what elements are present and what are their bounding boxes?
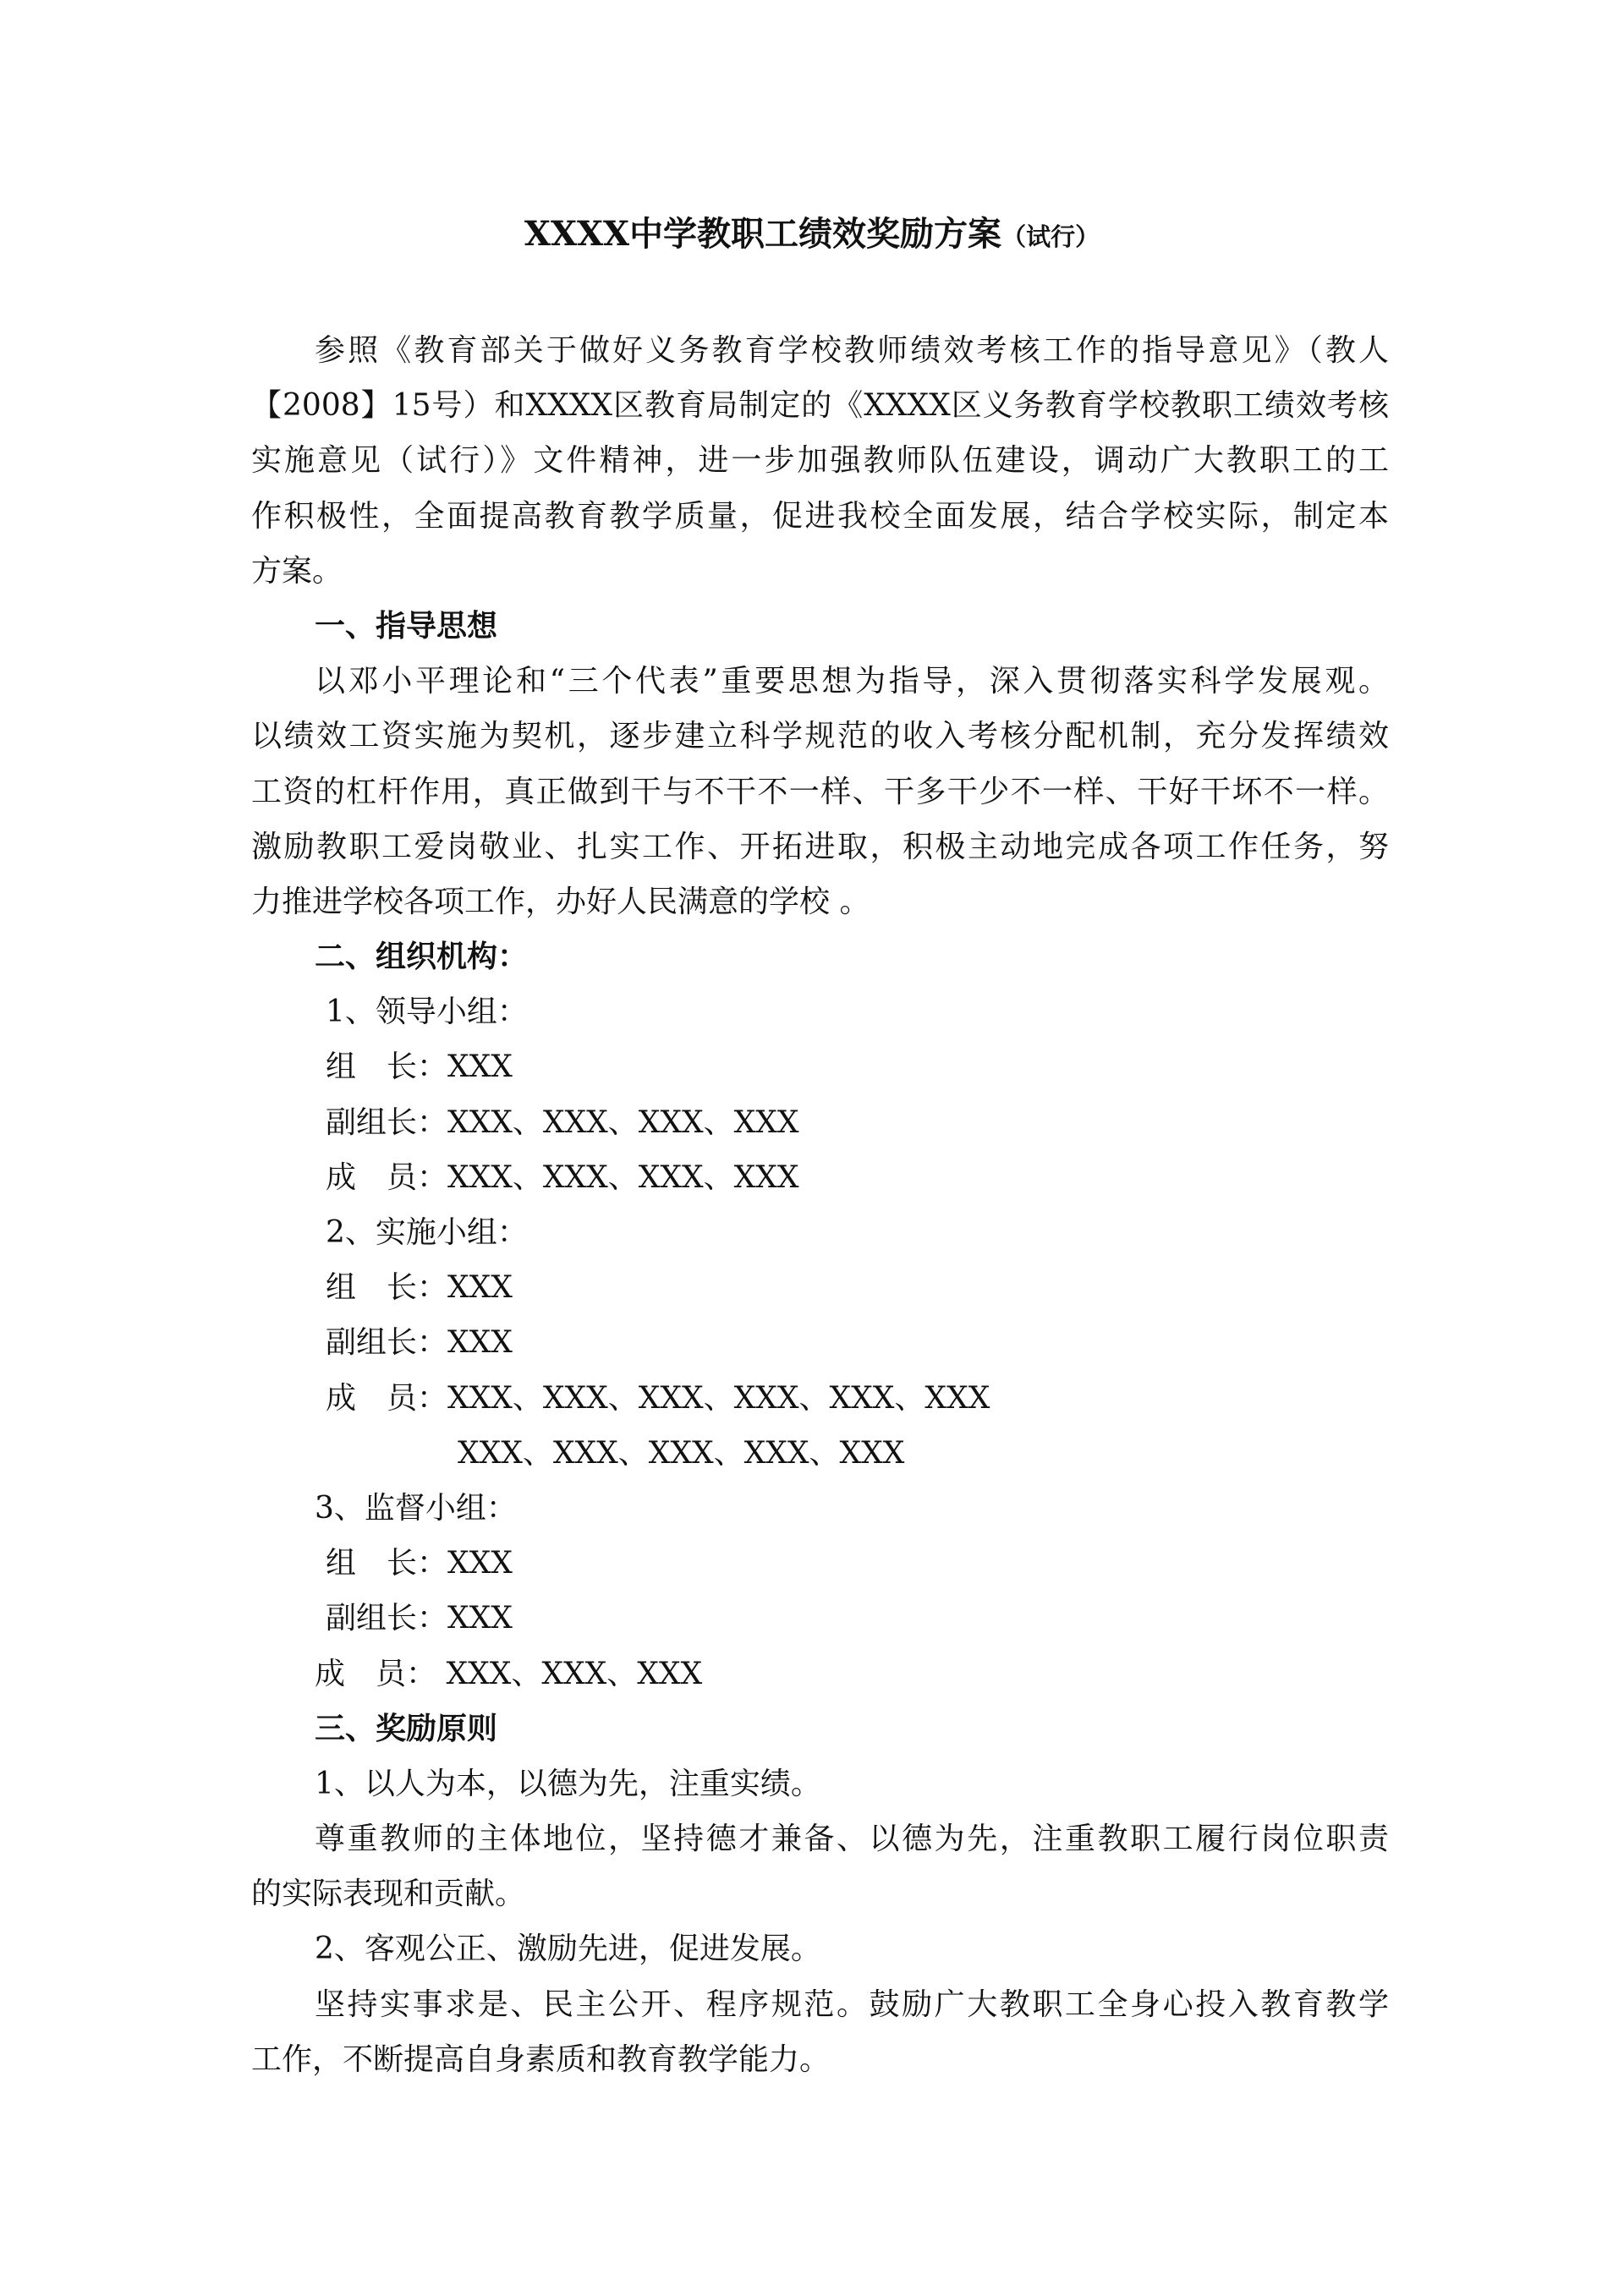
intro-line: 方案。 — [251, 553, 343, 589]
section-heading: 三、奖励原则 — [315, 1710, 498, 1746]
intro-line: 实施意见（试行）》文件精神，进一步加强教师队伍建设，调动广大教职工的工 — [251, 443, 1389, 479]
paragraph-line: 力推进学校各项工作，办好人民满意的学校 。 — [251, 884, 870, 919]
intro-line: 作积极性，全面提高教育教学质量，促进我校全面发展，结合学校实际，制定本 — [251, 498, 1389, 534]
org-line: 3、监督小组： — [315, 1490, 517, 1526]
section-heading: 一、指导思想 — [315, 607, 498, 644]
paragraph-line: 以绩效工资实施为契机，逐步建立科学规范的收入考核分配机制，充分发挥绩效 — [251, 719, 1389, 754]
org-line: 1、领导小组： — [326, 995, 528, 1030]
document-title — [0, 207, 1624, 264]
org-line: 2、实施小组： — [326, 1215, 528, 1250]
section-heading: 二、组织机构： — [315, 939, 529, 975]
paragraph-line: 坚持实事求是、民主公开、程序规范。鼓励广大教职工全身心投入教育教学 — [315, 1986, 1389, 2022]
paragraph-line: 工资的杠杆作用，真正做到干与不干不一样、干多干少不一样、干好干坏不一样。 — [251, 774, 1389, 809]
paragraph-line: 的实际表现和贡献。 — [251, 1877, 526, 1912]
org-line: XXX、XXX、XXX、XXX、XXX — [458, 1435, 905, 1471]
org-line: 成 员：XXX、XXX、XXX、XXX、XXX、XXX — [326, 1380, 990, 1416]
paragraph-line: 以邓小平理论和“三个代表”重要思想为指导，深入贯彻落实科学发展观。 — [315, 664, 1389, 699]
intro-line: 【2008】15号）和XXXX区教育局制定的《XXXX区义务教育学校教职工绩效考核 — [251, 388, 1389, 424]
title-main: XXXX中学教职工绩效奖励方案 — [524, 214, 1002, 254]
paragraph-line: 1、以人为本，以德为先，注重实绩。 — [315, 1766, 821, 1801]
title-sub: （试行） — [1001, 222, 1100, 251]
org-line: 组 长：XXX — [326, 1270, 513, 1306]
org-line: 组 长：XXX — [326, 1049, 513, 1085]
org-line: 组 长：XXX — [326, 1546, 513, 1581]
org-line: 副组长：XXX — [326, 1325, 513, 1361]
paragraph-line: 激励教职工爱岗敬业、扎实工作、开拓进取，积极主动地完成各项工作任务，努 — [251, 829, 1389, 864]
org-line: 成 员： XXX、XXX、XXX — [315, 1656, 703, 1691]
paragraph-line: 工作，不断提高自身素质和教育教学能力。 — [251, 2041, 831, 2077]
org-line: 副组长：XXX、XXX、XXX、XXX — [326, 1104, 799, 1140]
intro-line: 参照《教育部关于做好义务教育学校教师绩效考核工作的指导意见》（教人 — [315, 333, 1389, 368]
paragraph-line: 2、客观公正、激励先进，促进发展。 — [315, 1932, 821, 1967]
org-line: 成 员：XXX、XXX、XXX、XXX — [326, 1159, 799, 1195]
paragraph-line: 尊重教师的主体地位，坚持德才兼备、以德为先，注重教职工履行岗位职责 — [315, 1822, 1389, 1857]
org-line: 副组长：XXX — [326, 1601, 513, 1636]
document-body — [251, 323, 1389, 2087]
